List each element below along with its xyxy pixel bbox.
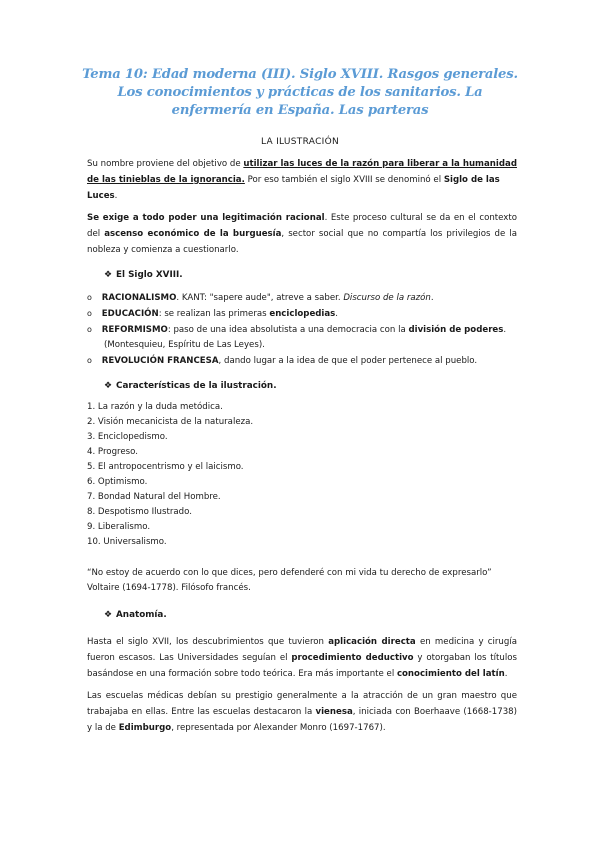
intro-paragraph-1: Su nombre proviene del objetivo de utilizar las luces de la razón para liberar a la humanidad de las tinieblas de la ignorancia. Por eso también el siglo XVIII se denominó el Siglo de las Luces. (87, 159, 517, 201)
list-item: 1. La razón y la duda metódica. (87, 402, 223, 412)
quote-block (87, 566, 517, 596)
list-item: 10. Universalismo. (87, 537, 167, 547)
list-item: 9. Liberalismo. (87, 522, 151, 532)
list-item: 4. Progreso. (87, 447, 138, 457)
anatomia-paragraph-2: Las escuelas médicas debían su prestigio generalmente a la atracción de un gran maestro que trabajaba en ellas. Entre las escuelas destacaron la vienesa, iniciada con Boerhaave (1668-1738) y la de Edimburgo, representada por Alexander Monro (1697-1767). (87, 691, 517, 733)
section-caracteristicas-heading: ❖ Características de la ilustración. (104, 381, 277, 391)
list-item-continuation: (Montesquieu, Espíritu de Las Leyes). (104, 340, 265, 350)
caracteristicas-list (87, 400, 253, 550)
quote-text: “No estoy de acuerdo con lo que dices, pero defenderé con mi vida tu derecho de expresarlo” (87, 568, 492, 578)
diamond-bullet-icon: ❖ (104, 381, 113, 391)
page-title: Tema 10: Edad moderna (III). Siglo XVIII. Rasgos generales. Los conocimientos y prácticas de los sanitarios. La enfermería en España. Las parteras (82, 67, 518, 118)
quote-author: Voltaire (1694-1778). Filósofo francés. (87, 583, 251, 593)
list-item: 5. El antropocentrismo y el laicismo. (87, 462, 244, 472)
list-item: 6. Optimismo. (87, 477, 148, 487)
list-item: 2. Visión mecanicista de la naturaleza. (87, 417, 254, 427)
circle-bullet-icon: o (87, 309, 92, 318)
list-item: o EDUCACIÓN: se realizan las primeras enciclopedias. (87, 306, 517, 322)
list-item: 7. Bondad Natural del Hombre. (87, 492, 221, 502)
section-siglo-heading: ❖ El Siglo XVIII. (104, 270, 183, 280)
list-item: o REVOLUCIÓN FRANCESA, dando lugar a la idea de que el poder pertenece al pueblo. (87, 353, 517, 369)
diamond-bullet-icon: ❖ (104, 610, 113, 620)
list-item: 8. Despotismo Ilustrado. (87, 507, 192, 517)
circle-bullet-icon: o (87, 293, 92, 302)
section-anatomia-heading: ❖ Anatomía. (104, 610, 167, 620)
section-heading: LA ILUSTRACIÓN (260, 137, 340, 147)
circle-bullet-icon: o (87, 356, 92, 365)
diamond-bullet-icon: ❖ (104, 270, 113, 280)
siglo-list (87, 290, 517, 369)
list-item: o RACIONALISMO. KANT: "sapere aude", atreve a saber. Discurso de la razón. (87, 290, 517, 306)
list-item: o REFORMISMO: paso de una idea absolutista a una democracia con la división de poderes. (87, 322, 517, 338)
circle-bullet-icon: o (87, 325, 92, 334)
anatomia-paragraph-1: Hasta el siglo XVII, los descubrimientos que tuvieron aplicación directa en medicina y cirugía fueron escasos. Las Universidades seguían el procedimiento deductivo y otorgaban los títulos basándose en una formación sobre todo teórica. Era más importante el conocimiento del latín. (87, 637, 517, 679)
intro-paragraph-2: Se exige a todo poder una legitimación racional. Este proceso cultural se da en el contexto del ascenso económico de la burguesía, sector social que no compartía los privilegios de la nobleza y comienza a cuestionarlo. (87, 213, 517, 255)
list-item: 3. Enciclopedismo. (87, 432, 168, 442)
